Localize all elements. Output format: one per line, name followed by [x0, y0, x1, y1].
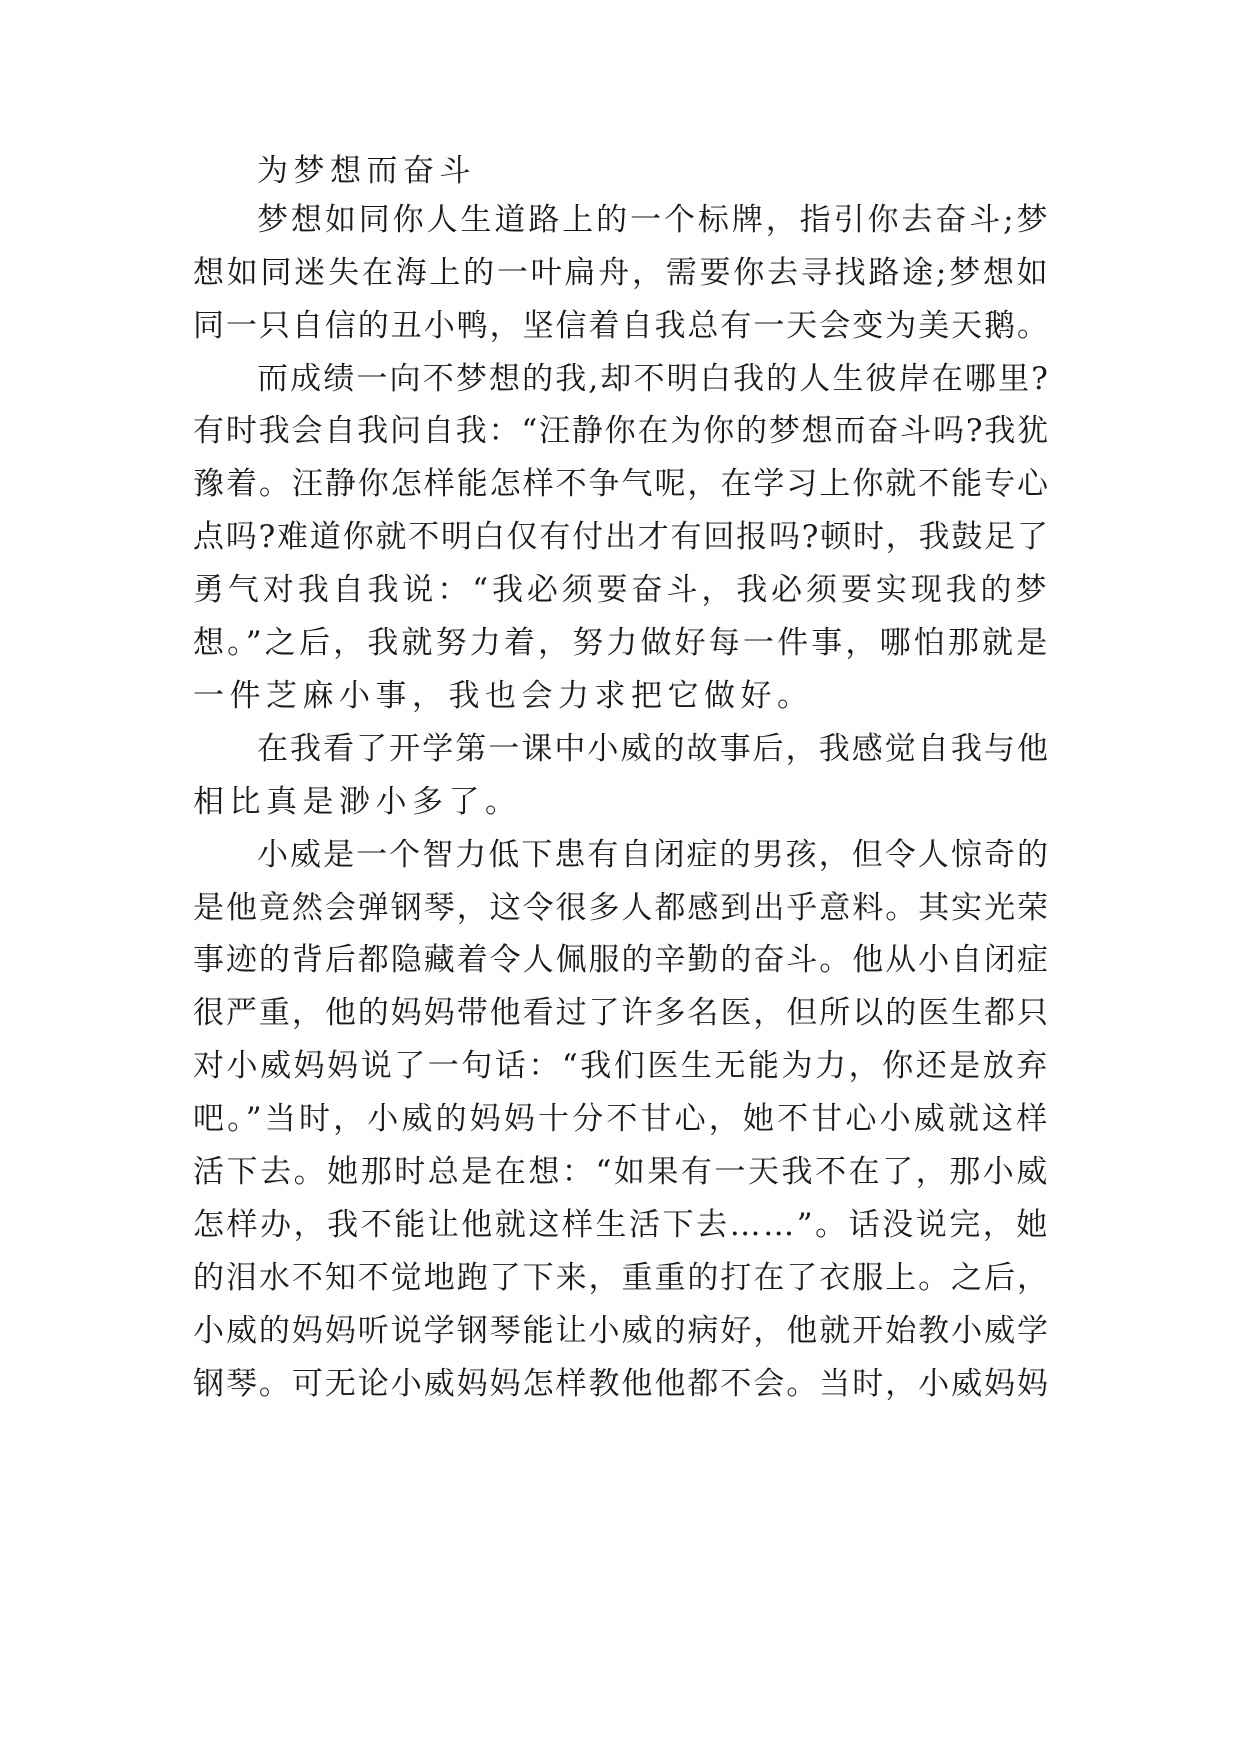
paragraph-line: 吧。”当时，小威的妈妈十分不甘心，她不甘心小威就这样 [193, 1101, 1051, 1137]
paragraph-line: 想。”之后，我就努力着，努力做好每一件事，哪怕那就是 [193, 625, 1051, 661]
paragraph-line: 相比真是渺小多了。 [193, 784, 522, 820]
document-title: 为梦想而奋斗 [257, 153, 476, 189]
paragraph-line: 钢琴。可无论小威妈妈怎样教他他都不会。当时，小威妈妈 [193, 1366, 1050, 1402]
paragraph-line: 活下去。她那时总是在想：“如果有一天我不在了，那小威 [193, 1154, 1050, 1190]
paragraph-line: 而成绩一向不梦想的我,却不明白我的人生彼岸在哪里? [257, 361, 1050, 397]
paragraph-line: 梦想如同你人生道路上的一个标牌，指引你去奋斗;梦 [257, 202, 1051, 238]
paragraph-line: 怎样办，我不能让他就这样生活下去……”。话没说完，她 [193, 1207, 1050, 1243]
paragraph-line: 想如同迷失在海上的一叶扁舟，需要你去寻找路途;梦想如 [193, 255, 1051, 291]
paragraph-line: 一件芝麻小事，我也会力求把它做好。 [193, 678, 814, 714]
paragraph-line: 事迹的背后都隐藏着令人佩服的辛勤的奋斗。他从小自闭症 [193, 942, 1050, 978]
paragraph-line: 很严重，他的妈妈带他看过了许多名医，但所以的医生都只 [193, 995, 1050, 1031]
paragraph-line: 有时我会自我问自我：“汪静你在为你的梦想而奋斗吗?我犹 [193, 413, 1050, 449]
paragraph-line: 小威的妈妈听说学钢琴能让小威的病好，他就开始教小威学 [193, 1313, 1050, 1349]
paragraph-line: 在我看了开学第一课中小威的故事后，我感觉自我与他 [257, 731, 1050, 767]
paragraph-line: 勇气对我自我说：“我必须要奋斗，我必须要实现我的梦 [193, 572, 1051, 608]
paragraph-line: 同一只自信的丑小鸭，坚信着自我总有一天会变为美天鹅。 [193, 308, 1050, 344]
paragraph-line: 豫着。汪静你怎样能怎样不争气呢，在学习上你就不能专心 [193, 466, 1050, 502]
paragraph-line: 是他竟然会弹钢琴，这令很多人都感到出乎意料。其实光荣 [193, 890, 1050, 926]
paragraph-line: 对小威妈妈说了一句话：“我们医生无能为力，你还是放弃 [193, 1048, 1050, 1084]
paragraph-line: 点吗?难道你就不明白仅有付出才有回报吗?顿时，我鼓足了 [193, 519, 1050, 555]
paragraph-line: 的泪水不知不觉地跑了下来，重重的打在了衣服上。之后， [193, 1260, 1050, 1296]
paragraph-line: 小威是一个智力低下患有自闭症的男孩，但令人惊奇的 [257, 837, 1050, 873]
